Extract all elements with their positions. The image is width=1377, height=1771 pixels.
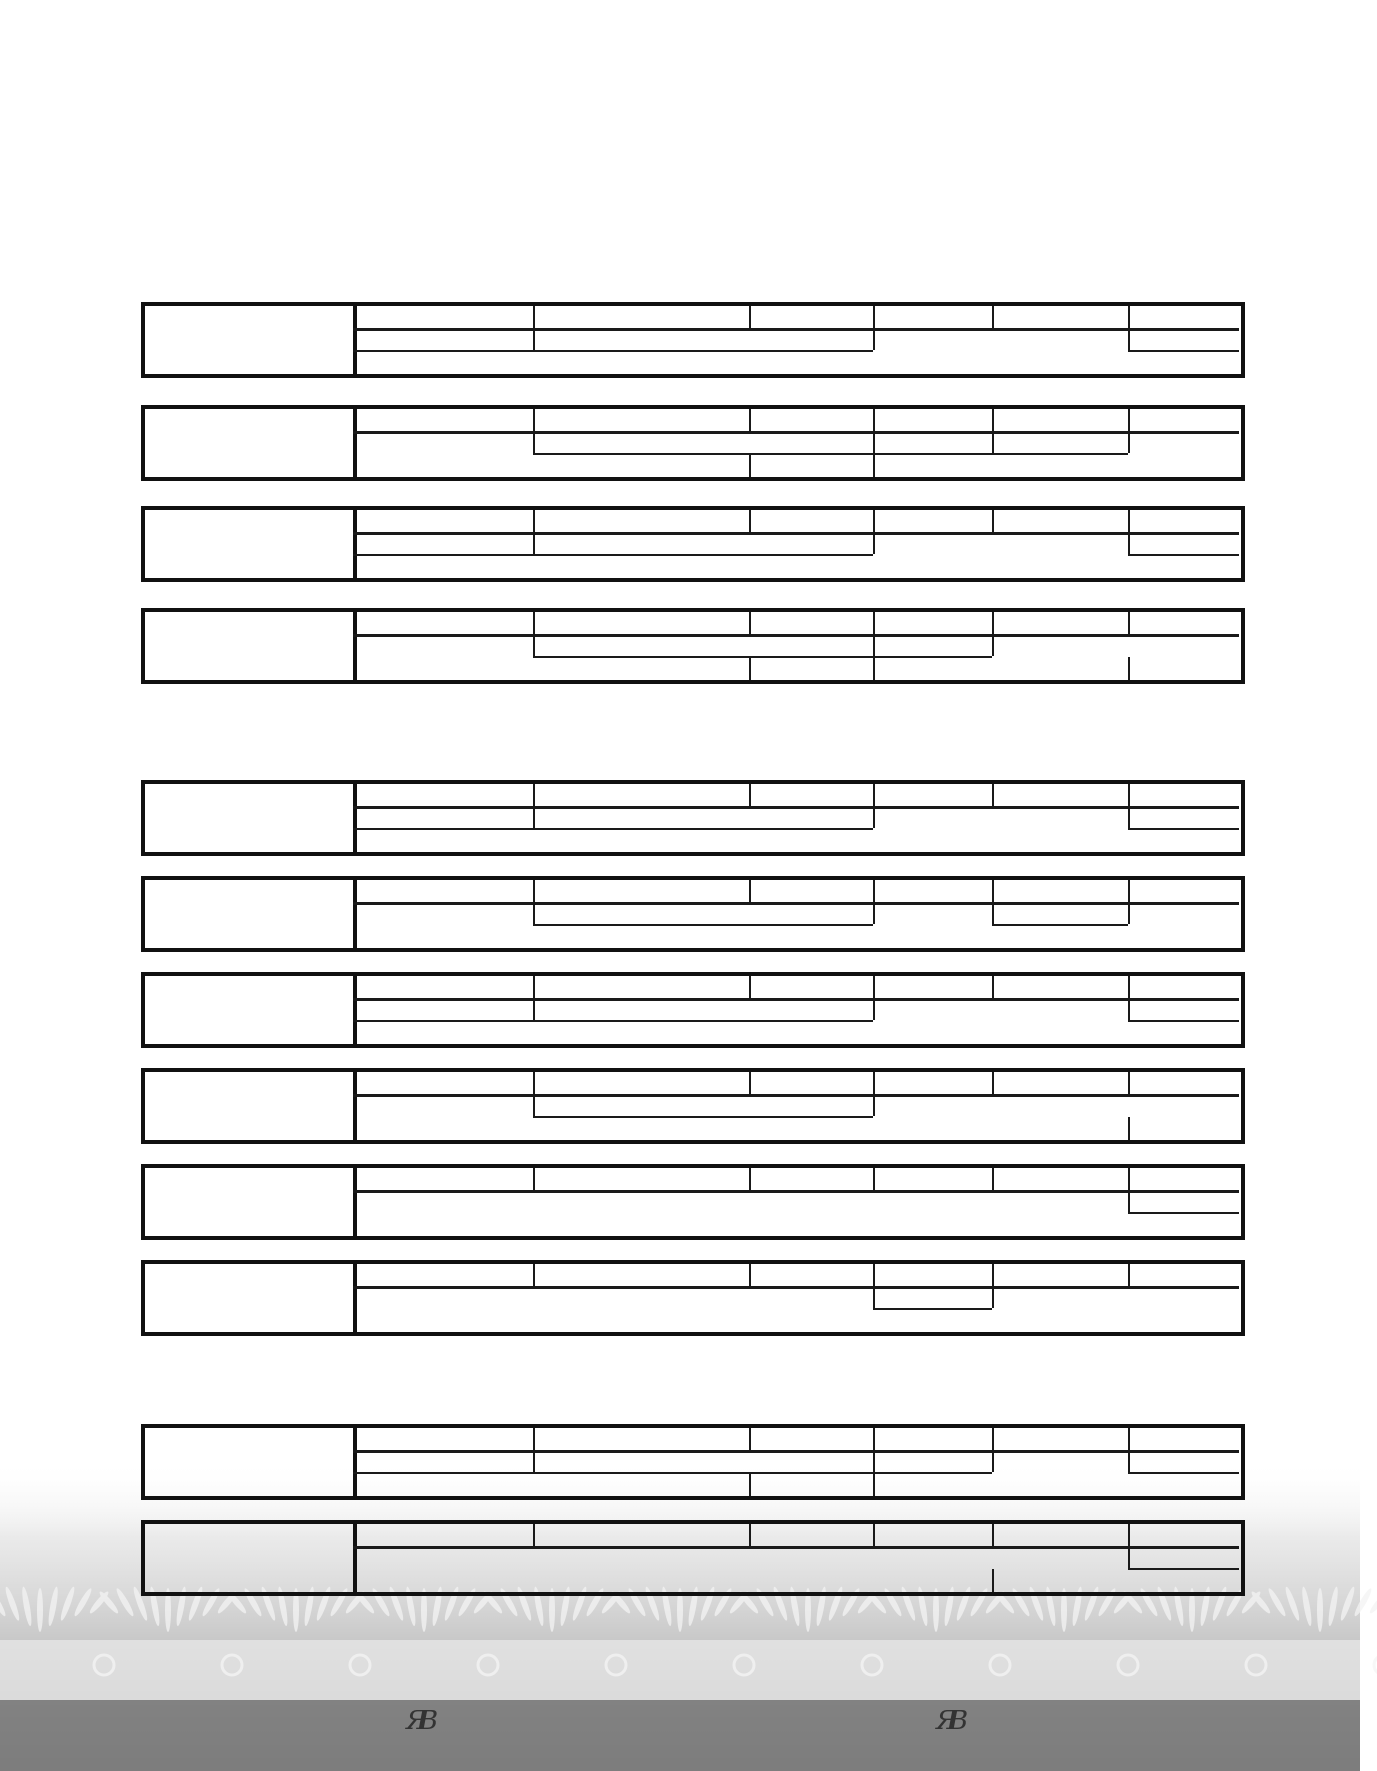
grid-divider	[749, 880, 751, 902]
stat-block-name-cell	[145, 1524, 357, 1592]
grid-segment-divider	[533, 903, 535, 924]
grid-divider	[873, 976, 875, 998]
grid-divider	[533, 1168, 535, 1190]
grid-divider	[533, 784, 535, 806]
grid-divider	[992, 976, 994, 998]
palmette-ornament	[37, 1588, 43, 1632]
grid-segment-divider	[533, 432, 535, 453]
grid-segment-line	[873, 1472, 992, 1474]
grid-segment-divider	[533, 1095, 535, 1116]
grid-segment-divider	[1128, 999, 1130, 1020]
grid-segment-divider	[1128, 807, 1130, 828]
grid-divider	[992, 1072, 994, 1094]
grid-divider	[1128, 306, 1130, 328]
grid-segment-divider	[873, 432, 875, 453]
grid-segment-divider	[992, 1569, 994, 1592]
grid-divider	[992, 306, 994, 328]
grid-divider	[992, 1264, 994, 1286]
grid-segment-line	[1128, 828, 1239, 830]
publisher-logo-left: ЯB	[406, 1706, 431, 1736]
grid-divider	[533, 976, 535, 998]
stat-block-name-cell	[145, 1168, 357, 1236]
grid-segment-line	[353, 1472, 533, 1474]
grid-divider	[873, 1072, 875, 1094]
grid-segment-divider	[992, 1287, 994, 1308]
grid-divider	[1128, 409, 1130, 431]
grid-segment-divider	[1128, 1191, 1130, 1212]
stat-block	[141, 506, 1245, 582]
stat-block-name-cell	[145, 1264, 357, 1332]
grid-divider	[533, 1428, 535, 1450]
stat-block	[141, 1520, 1245, 1596]
stat-block	[141, 405, 1245, 481]
grid-segment-divider	[873, 903, 875, 924]
grid-segment-divider	[992, 903, 994, 924]
grid-segment-divider	[992, 432, 994, 453]
grid-row-line	[353, 1286, 1239, 1289]
grid-divider	[749, 976, 751, 998]
grid-divider	[873, 880, 875, 902]
grid-segment-line	[1128, 350, 1239, 352]
stat-block-name-cell	[145, 1428, 357, 1496]
grid-segment-line	[1128, 554, 1239, 556]
grid-divider	[992, 612, 994, 634]
grid-divider	[533, 306, 535, 328]
grid-segment-divider	[533, 533, 535, 554]
grid-divider	[992, 784, 994, 806]
grid-divider	[1128, 1168, 1130, 1190]
grid-divider	[873, 409, 875, 431]
stat-block	[141, 972, 1245, 1048]
grid-segment-divider	[533, 635, 535, 656]
grid-segment-divider	[873, 533, 875, 554]
grid-divider	[749, 510, 751, 532]
grid-segment-divider	[992, 635, 994, 656]
grid-divider	[1128, 1264, 1130, 1286]
grid-segment-divider	[873, 329, 875, 350]
grid-divider	[749, 612, 751, 634]
grid-divider	[873, 1168, 875, 1190]
grid-segment-line	[1128, 1212, 1239, 1214]
grid-divider	[749, 1168, 751, 1190]
publisher-logo-right: ЯB	[936, 1706, 961, 1736]
grid-row-line	[353, 1450, 1239, 1453]
grid-divider	[749, 306, 751, 328]
grid-divider	[1128, 1428, 1130, 1450]
grid-segment-divider	[749, 454, 751, 477]
grid-segment-divider	[992, 1451, 994, 1472]
grid-row-line	[353, 998, 1239, 1001]
grid-divider	[749, 1428, 751, 1450]
stat-block-name-cell	[145, 612, 357, 680]
grid-divider	[873, 510, 875, 532]
grid-divider	[1128, 510, 1130, 532]
grid-segment-divider	[1128, 432, 1130, 453]
grid-segment-line	[1128, 1020, 1239, 1022]
grid-segment-divider	[873, 1287, 875, 1308]
grid-segment-line	[992, 924, 1128, 926]
grid-divider	[992, 1428, 994, 1450]
grid-segment-line	[533, 1116, 873, 1118]
grid-row-line	[353, 1546, 1239, 1549]
stat-block	[141, 302, 1245, 378]
grid-segment-divider	[1128, 657, 1130, 680]
grid-segment-line	[353, 828, 533, 830]
grid-segment-line	[1128, 1568, 1239, 1570]
grid-divider	[533, 880, 535, 902]
stat-block	[141, 1068, 1245, 1144]
grid-divider	[749, 409, 751, 431]
stat-block-name-cell	[145, 510, 357, 578]
grid-divider	[992, 510, 994, 532]
grid-divider	[992, 880, 994, 902]
stat-block	[141, 876, 1245, 952]
grid-segment-divider	[873, 635, 875, 656]
grid-segment-divider	[873, 807, 875, 828]
grid-segment-line	[873, 453, 992, 455]
grid-segment-divider	[1128, 329, 1130, 350]
stat-block-name-cell	[145, 880, 357, 948]
grid-divider	[1128, 612, 1130, 634]
grid-segment-divider	[1128, 1451, 1130, 1472]
grid-segment-divider	[1128, 903, 1130, 924]
grid-segment-line	[533, 828, 873, 830]
grid-segment-divider	[873, 1473, 875, 1496]
grid-segment-line	[533, 656, 873, 658]
grid-segment-divider	[533, 329, 535, 350]
grid-segment-line	[533, 554, 873, 556]
grid-segment-line	[533, 924, 873, 926]
grid-segment-line	[873, 1308, 992, 1310]
grid-segment-divider	[873, 999, 875, 1020]
grid-segment-divider	[533, 999, 535, 1020]
grid-segment-line	[1128, 1472, 1239, 1474]
grid-divider	[992, 409, 994, 431]
grid-divider	[873, 306, 875, 328]
grid-row-line	[353, 328, 1239, 331]
grid-segment-line	[533, 1020, 873, 1022]
stat-block-name-cell	[145, 976, 357, 1044]
grid-divider	[533, 1264, 535, 1286]
stat-block	[141, 1424, 1245, 1500]
grid-divider	[533, 1524, 535, 1546]
grid-divider	[533, 612, 535, 634]
grid-divider	[992, 1168, 994, 1190]
grid-divider	[533, 510, 535, 532]
grid-divider	[749, 1264, 751, 1286]
grid-divider	[992, 1524, 994, 1546]
stat-block-name-cell	[145, 409, 357, 477]
grid-divider	[749, 1072, 751, 1094]
stat-block-name-cell	[145, 306, 357, 374]
stat-block-name-cell	[145, 784, 357, 852]
grid-segment-line	[533, 453, 873, 455]
grid-segment-line	[873, 656, 992, 658]
grid-divider	[1128, 784, 1130, 806]
grid-segment-divider	[1128, 533, 1130, 554]
grid-segment-divider	[749, 657, 751, 680]
stat-block	[141, 780, 1245, 856]
grid-divider	[873, 1264, 875, 1286]
grid-segment-divider	[533, 1451, 535, 1472]
grid-segment-divider	[1128, 1547, 1130, 1568]
grid-segment-divider	[533, 807, 535, 828]
grid-segment-divider	[873, 1095, 875, 1116]
grid-divider	[533, 1072, 535, 1094]
grid-divider	[873, 1524, 875, 1546]
grid-segment-line	[353, 1020, 533, 1022]
grid-segment-divider	[873, 657, 875, 680]
grid-row-line	[353, 1094, 1239, 1097]
grid-segment-line	[353, 350, 533, 352]
grid-divider	[873, 784, 875, 806]
grid-divider	[873, 612, 875, 634]
grid-row-line	[353, 634, 1239, 637]
grid-segment-line	[533, 1472, 873, 1474]
grid-segment-divider	[1128, 1117, 1130, 1140]
grid-divider	[1128, 1072, 1130, 1094]
stat-block	[141, 1260, 1245, 1336]
grid-segment-line	[533, 350, 873, 352]
grid-divider	[533, 409, 535, 431]
grid-segment-divider	[749, 1473, 751, 1496]
stat-block-name-cell	[145, 1072, 357, 1140]
grid-row-line	[353, 902, 1239, 905]
grid-divider	[1128, 976, 1130, 998]
palmette-ornament	[1317, 1588, 1323, 1632]
grid-segment-divider	[873, 454, 875, 477]
grid-divider	[1128, 880, 1130, 902]
grid-row-line	[353, 532, 1239, 535]
grid-divider	[749, 1524, 751, 1546]
grid-row-line	[353, 431, 1239, 434]
stat-block	[141, 608, 1245, 684]
stat-block	[141, 1164, 1245, 1240]
grid-divider	[749, 784, 751, 806]
grid-row-line	[353, 1190, 1239, 1193]
grid-divider	[873, 1428, 875, 1450]
grid-segment-divider	[873, 1451, 875, 1472]
grid-row-line	[353, 806, 1239, 809]
grid-segment-line	[992, 453, 1128, 455]
grid-segment-line	[353, 554, 533, 556]
grid-divider	[1128, 1524, 1130, 1546]
